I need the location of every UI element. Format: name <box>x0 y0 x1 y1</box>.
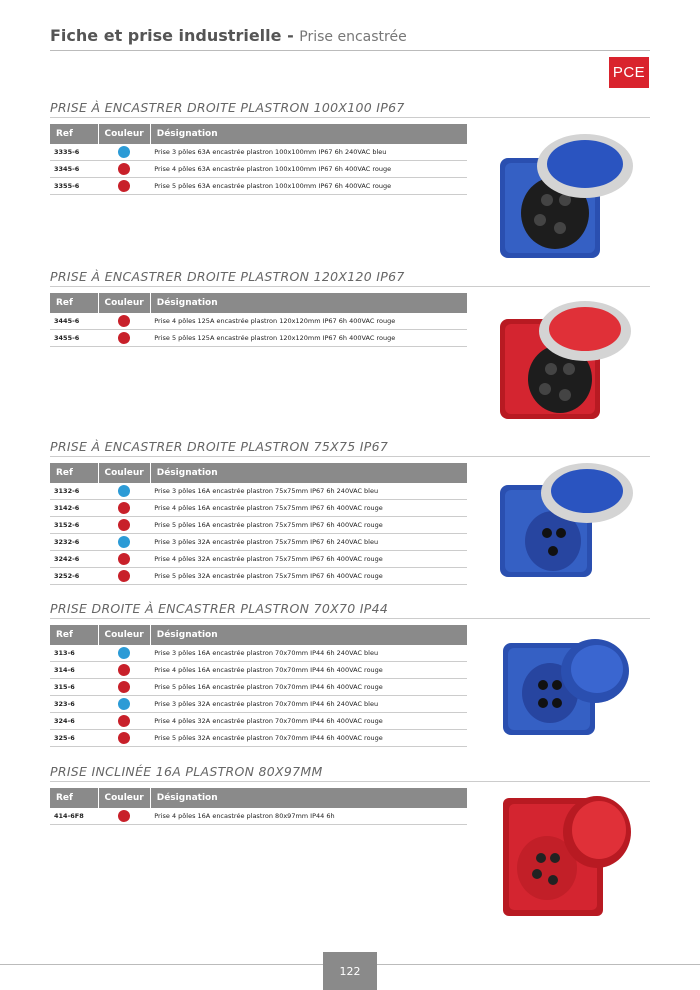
color-cell <box>98 144 150 161</box>
designation-cell: Prise 5 pôles 16A encastrée plastron 70x70mm IP44 6h 400VAC rouge <box>150 679 467 696</box>
table-row <box>50 313 467 330</box>
color-dot-bleu <box>118 698 130 710</box>
color-dot-rouge <box>118 502 130 514</box>
col-designation: Désignation <box>156 630 218 640</box>
color-cell <box>98 330 150 347</box>
table-row <box>50 808 467 825</box>
blue-socket-image <box>495 463 645 603</box>
designation-cell: Prise 4 pôles 32A encastrée plastron 75x75mm IP67 6h 400VAC rouge <box>150 551 467 568</box>
col-ref: Ref <box>50 463 98 483</box>
table-row <box>50 662 467 679</box>
col-ref: Ref <box>50 625 98 645</box>
ref-cell: 325-6 <box>50 730 98 747</box>
color-cell <box>98 483 150 500</box>
color-cell <box>98 534 150 551</box>
ref-cell: 3252-6 <box>50 568 98 585</box>
section-title: PRISE INCLINÉE 16A PLASTRON 80X97MM <box>50 764 650 782</box>
section-title: PRISE À ENCASTRER DROITE PLASTRON 120X120 IP67 <box>50 269 650 287</box>
red-socket-image <box>495 792 645 932</box>
color-dot-rouge <box>118 810 130 822</box>
color-dot-rouge <box>118 664 130 676</box>
designation-cell: Prise 3 pôles 63A encastrée plastron 100x100mm IP67 6h 240VAC bleu <box>150 144 467 161</box>
table-row <box>50 713 467 730</box>
col-designation: Désignation <box>156 468 218 478</box>
table-row <box>50 568 467 585</box>
designation-cell: Prise 5 pôles 32A encastrée plastron 75x75mm IP67 6h 400VAC rouge <box>150 568 467 585</box>
ref-cell: 3355-6 <box>50 178 98 195</box>
ref-cell: 3142-6 <box>50 500 98 517</box>
ref-cell: 324-6 <box>50 713 98 730</box>
ref-cell: 3345-6 <box>50 161 98 178</box>
table-row <box>50 500 467 517</box>
ref-cell: 3232-6 <box>50 534 98 551</box>
table-row <box>50 645 467 662</box>
product-section <box>50 764 650 820</box>
page-header <box>50 26 650 51</box>
designation-cell: Prise 4 pôles 125A encastrée plastron 120x120mm IP67 6h 400VAC rouge <box>150 313 467 330</box>
color-cell <box>98 808 150 825</box>
color-cell <box>98 730 150 747</box>
product-section <box>50 100 650 190</box>
product-table <box>50 124 467 195</box>
table-row <box>50 517 467 534</box>
table-row <box>50 483 467 500</box>
color-cell <box>98 568 150 585</box>
page-subtitle: Prise encastrée <box>299 29 407 45</box>
designation-cell: Prise 5 pôles 32A encastrée plastron 70x70mm IP44 6h 400VAC rouge <box>150 730 467 747</box>
color-dot-bleu <box>118 536 130 548</box>
designation-cell: Prise 5 pôles 16A encastrée plastron 75x75mm IP67 6h 400VAC rouge <box>150 517 467 534</box>
color-cell <box>98 645 150 662</box>
page-title: Fiche et prise industrielle <box>50 26 282 45</box>
ref-cell: 313-6 <box>50 645 98 662</box>
product-table <box>50 293 467 347</box>
color-cell <box>98 679 150 696</box>
product-table <box>50 625 467 747</box>
product-table <box>50 788 467 825</box>
col-ref: Ref <box>50 788 98 808</box>
table-row <box>50 679 467 696</box>
section-title: PRISE À ENCASTRER DROITE PLASTRON 75X75 IP67 <box>50 439 650 457</box>
color-dot-rouge <box>118 163 130 175</box>
designation-cell: Prise 4 pôles 63A encastrée plastron 100x100mm IP67 6h 400VAC rouge <box>150 161 467 178</box>
col-ref: Ref <box>50 124 98 144</box>
page-number: 122 <box>323 952 377 990</box>
col-designation: Désignation <box>156 793 218 803</box>
ref-cell: 3152-6 <box>50 517 98 534</box>
color-dot-bleu <box>118 485 130 497</box>
color-cell <box>98 178 150 195</box>
title-separator: - <box>281 26 300 45</box>
ref-cell: 3335-6 <box>50 144 98 161</box>
table-row <box>50 534 467 551</box>
col-designation: Désignation <box>156 298 218 308</box>
designation-cell: Prise 3 pôles 32A encastrée plastron 70x70mm IP44 6h 240VAC bleu <box>150 696 467 713</box>
designation-cell: Prise 3 pôles 16A encastrée plastron 70x70mm IP44 6h 240VAC bleu <box>150 645 467 662</box>
color-cell <box>98 713 150 730</box>
color-cell <box>98 696 150 713</box>
color-dot-bleu <box>118 647 130 659</box>
table-row <box>50 178 467 195</box>
designation-cell: Prise 5 pôles 63A encastrée plastron 100x100mm IP67 6h 400VAC rouge <box>150 178 467 195</box>
col-designation: Désignation <box>156 129 218 139</box>
color-dot-rouge <box>118 681 130 693</box>
ref-cell: 3455-6 <box>50 330 98 347</box>
product-table <box>50 463 467 585</box>
table-row <box>50 161 467 178</box>
color-cell <box>98 500 150 517</box>
brand-logo: PCE <box>609 57 649 88</box>
designation-cell: Prise 5 pôles 125A encastrée plastron 120x120mm IP67 6h 400VAC rouge <box>150 330 467 347</box>
product-section <box>50 269 650 342</box>
color-cell <box>98 161 150 178</box>
ref-cell: 314-6 <box>50 662 98 679</box>
blue-socket-image <box>495 631 645 771</box>
designation-cell: Prise 3 pôles 16A encastrée plastron 75x75mm IP67 6h 240VAC bleu <box>150 483 467 500</box>
designation-cell: Prise 3 pôles 32A encastrée plastron 75x75mm IP67 6h 240VAC bleu <box>150 534 467 551</box>
color-dot-rouge <box>118 732 130 744</box>
ref-cell: 323-6 <box>50 696 98 713</box>
col-couleur: Couleur <box>98 124 150 144</box>
color-dot-rouge <box>118 315 130 327</box>
col-couleur: Couleur <box>98 463 150 483</box>
table-row <box>50 730 467 747</box>
color-dot-rouge <box>118 332 130 344</box>
blue-socket-image <box>495 128 645 268</box>
color-dot-bleu <box>118 146 130 158</box>
ref-cell: 3445-6 <box>50 313 98 330</box>
ref-cell: 3242-6 <box>50 551 98 568</box>
color-cell <box>98 662 150 679</box>
ref-cell: 315-6 <box>50 679 98 696</box>
color-cell <box>98 313 150 330</box>
color-dot-rouge <box>118 553 130 565</box>
col-couleur: Couleur <box>98 625 150 645</box>
product-section <box>50 439 650 580</box>
designation-cell: Prise 4 pôles 32A encastrée plastron 70x70mm IP44 6h 400VAC rouge <box>150 713 467 730</box>
ref-cell: 3132-6 <box>50 483 98 500</box>
designation-cell: Prise 4 pôles 16A encastrée plastron 80x97mm IP44 6h <box>150 808 467 825</box>
color-dot-rouge <box>118 715 130 727</box>
designation-cell: Prise 4 pôles 16A encastrée plastron 70x70mm IP44 6h 400VAC rouge <box>150 662 467 679</box>
designation-cell: Prise 4 pôles 16A encastrée plastron 75x75mm IP67 6h 400VAC rouge <box>150 500 467 517</box>
col-ref: Ref <box>50 293 98 313</box>
ref-cell: 414-6F8 <box>50 808 98 825</box>
col-couleur: Couleur <box>98 293 150 313</box>
col-couleur: Couleur <box>98 788 150 808</box>
product-section <box>50 601 650 742</box>
color-dot-rouge <box>118 180 130 192</box>
table-row <box>50 551 467 568</box>
table-row <box>50 144 467 161</box>
section-title: PRISE DROITE À ENCASTRER PLASTRON 70X70 IP44 <box>50 601 650 619</box>
color-cell <box>98 551 150 568</box>
color-cell <box>98 517 150 534</box>
color-dot-rouge <box>118 570 130 582</box>
section-title: PRISE À ENCASTRER DROITE PLASTRON 100X100 IP67 <box>50 100 650 118</box>
table-row <box>50 330 467 347</box>
red-socket-image <box>495 299 645 439</box>
table-row <box>50 696 467 713</box>
color-dot-rouge <box>118 519 130 531</box>
